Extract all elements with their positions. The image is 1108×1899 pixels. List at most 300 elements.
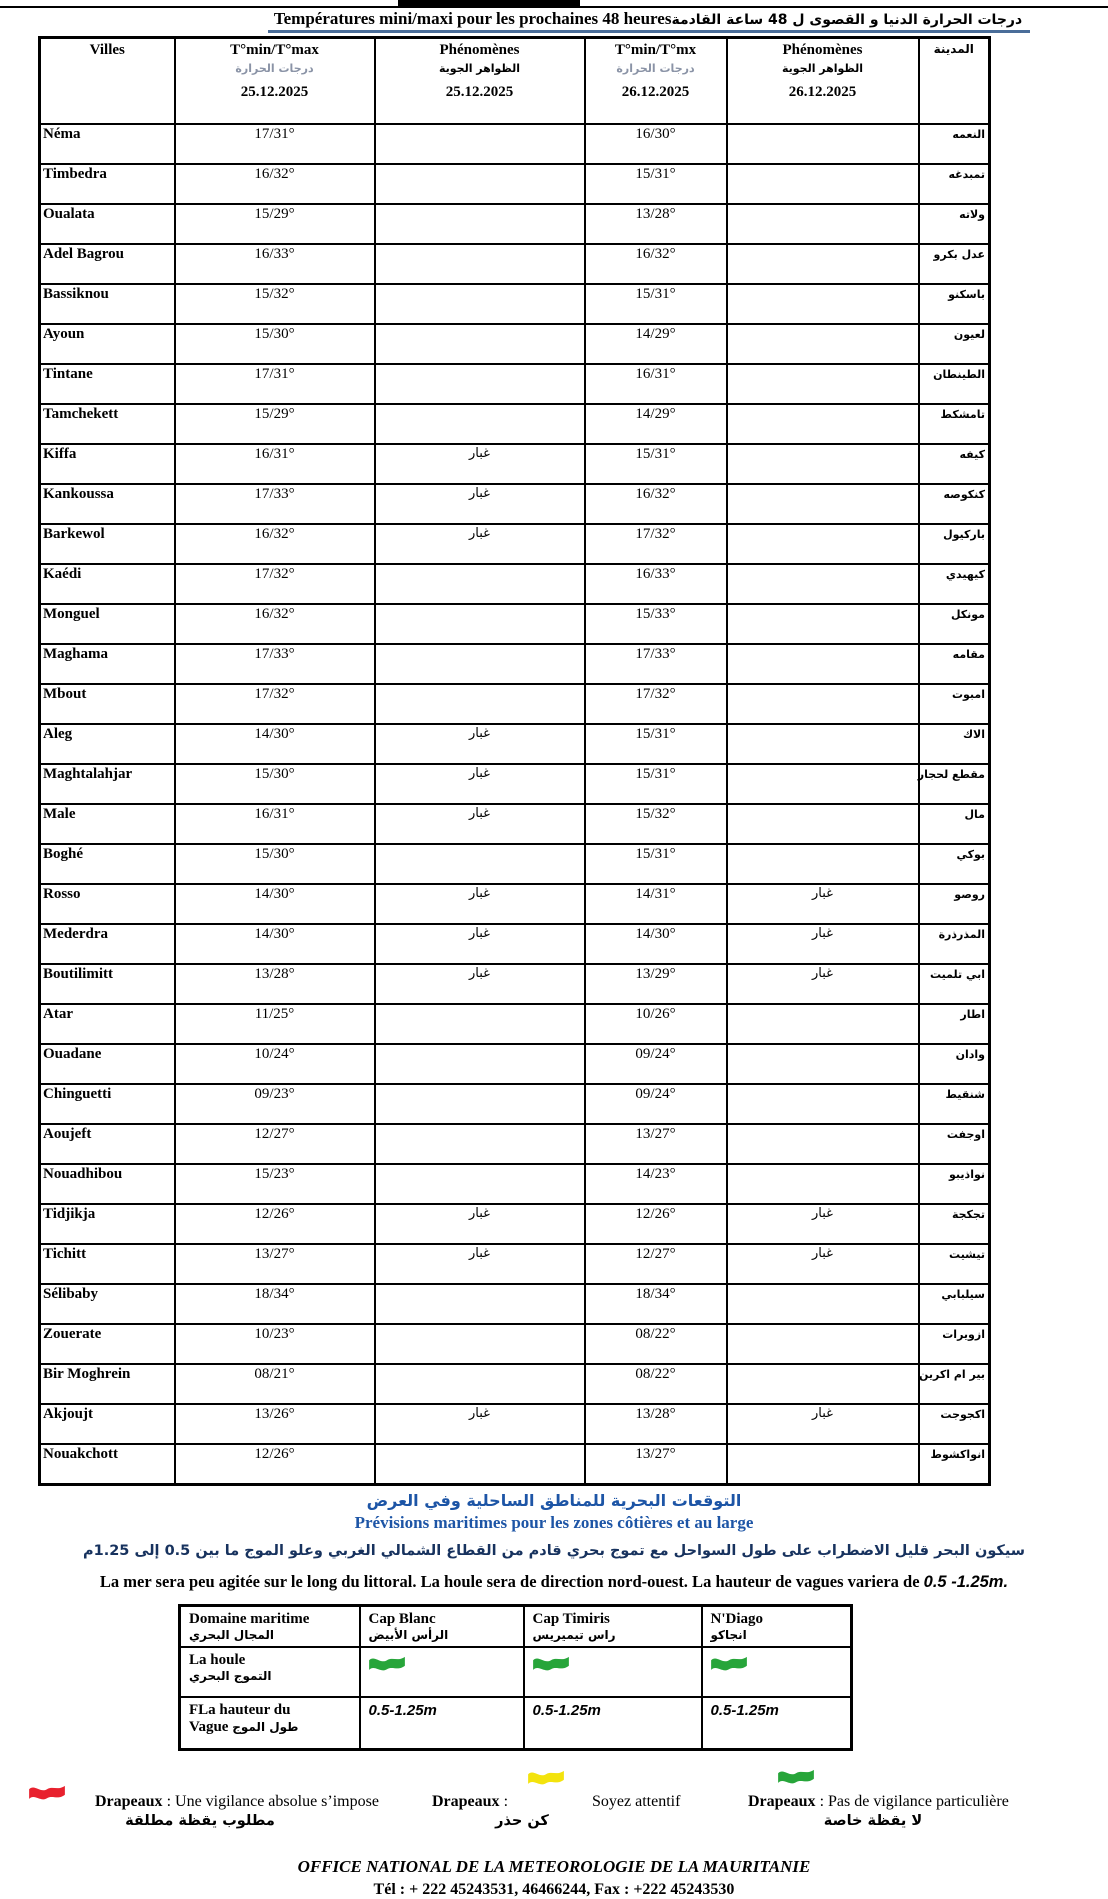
phenomena-25-cell: غبار <box>375 1244 585 1284</box>
footer <box>0 1857 1108 1899</box>
city-name-cell: Mbout <box>40 684 175 724</box>
yellow-flag-icon <box>528 1766 564 1788</box>
phenomena-26-cell <box>727 1324 919 1364</box>
phenomena-26-cell: غبار <box>727 964 919 1004</box>
tmin-tmax-25-cell: 16/33° <box>175 244 375 284</box>
phenomena-26-cell <box>727 1164 919 1204</box>
table-row <box>40 1124 990 1164</box>
green-flag-icon <box>711 1652 747 1674</box>
city-name-ar: سيلبابي <box>941 1288 985 1301</box>
red-flag-icon <box>29 1781 65 1803</box>
table-row <box>40 604 990 644</box>
city-name-ar-cell <box>919 804 990 844</box>
tmin-tmax-25-cell: 17/31° <box>175 124 375 164</box>
legend-text: : Une vigilance absolue s’impose <box>162 1793 379 1810</box>
tmin-tmax-26-cell: 15/31° <box>585 844 727 884</box>
zone-name-ar: راس تيميريس <box>532 1628 616 1642</box>
city-name-cell: Rosso <box>40 884 175 924</box>
col-header-ar: الظواهر الجوية <box>781 62 864 75</box>
city-name-ar-cell <box>919 724 990 764</box>
city-name-ar-cell <box>919 524 990 564</box>
phenomena-25-cell <box>375 324 585 364</box>
city-name-cell: Chinguetti <box>40 1084 175 1124</box>
wave-height-cell <box>360 1697 524 1750</box>
houle-label-cell <box>180 1647 360 1697</box>
maritime-paragraph-fr <box>0 1572 1108 1592</box>
page-title-ar: درجات الحرارة الدنيا و القصوى ل 48 ساعة القادمة <box>671 12 1023 28</box>
city-name-ar-cell <box>919 604 990 644</box>
table-row <box>40 524 990 564</box>
table-row <box>40 404 990 444</box>
city-name-ar-cell <box>919 284 990 324</box>
phenomena-25-cell <box>375 684 585 724</box>
zone-name-fr: Cap Blanc <box>368 1611 436 1627</box>
city-name-cell: Timbedra <box>40 164 175 204</box>
tmin-tmax-26-cell: 10/26° <box>585 1004 727 1044</box>
tmin-tmax-26-cell: 13/28° <box>585 204 727 244</box>
phenomena-26-cell <box>727 324 919 364</box>
phenomena-26-cell <box>727 404 919 444</box>
tmin-tmax-25-cell: 17/32° <box>175 564 375 604</box>
phenomena-26-cell <box>727 1084 919 1124</box>
maritime-paragraph-fr-text: La mer sera peu agitée sur le long du littoral. La houle sera de direction nord-ouest. La hauteur de vagues variera de <box>99 1572 924 1591</box>
city-name-ar-cell <box>919 924 990 964</box>
table-row <box>40 284 990 324</box>
phenomena-25-cell <box>375 564 585 604</box>
page-title-underline <box>268 9 1030 33</box>
city-name-ar: باسكنو <box>948 288 985 301</box>
phenomena-25-cell: غبار <box>375 484 585 524</box>
city-name-ar: عدل بكرو <box>933 248 985 261</box>
tmin-tmax-26-cell: 14/23° <box>585 1164 727 1204</box>
col-header-phenomena-25 <box>375 38 585 125</box>
green-flag-icon <box>369 1652 405 1674</box>
tmin-tmax-25-cell: 16/31° <box>175 444 375 484</box>
tmin-tmax-25-cell: 15/30° <box>175 844 375 884</box>
wave-height-cell <box>702 1697 852 1750</box>
city-name-cell: Bassiknou <box>40 284 175 324</box>
tmin-tmax-26-cell: 08/22° <box>585 1364 727 1404</box>
table-row <box>40 684 990 724</box>
tmin-tmax-26-cell: 13/29° <box>585 964 727 1004</box>
tmin-tmax-26-cell: 08/22° <box>585 1324 727 1364</box>
city-name-ar: تمبدغه <box>948 168 985 181</box>
tmin-tmax-26-cell: 15/31° <box>585 444 727 484</box>
col-header-villes: Villes <box>40 38 175 125</box>
city-name-ar-cell <box>919 124 990 164</box>
city-name-ar: روصو <box>954 888 985 901</box>
maritime-paragraph-fr-value: 0.5 -1.25m. <box>923 1573 1009 1591</box>
city-name-cell: Mederdra <box>40 924 175 964</box>
phenomena-26-cell <box>727 1004 919 1044</box>
city-name-cell: Aoujeft <box>40 1124 175 1164</box>
table-row <box>40 1324 990 1364</box>
city-name-ar-cell <box>919 1324 990 1364</box>
tmin-tmax-26-cell: 16/32° <box>585 484 727 524</box>
phenomena-25-cell <box>375 1324 585 1364</box>
city-name-cell: Male <box>40 804 175 844</box>
wave-height-value: 0.5-1.25m <box>710 1702 779 1719</box>
phenomena-26-cell <box>727 1124 919 1164</box>
tmin-tmax-25-cell: 10/24° <box>175 1044 375 1084</box>
city-name-cell: Kaédi <box>40 564 175 604</box>
maritime-corner-ar: المجال البحري <box>189 1628 275 1642</box>
table-row <box>40 964 990 1004</box>
city-name-ar: اكجوجت <box>940 1408 985 1421</box>
zone-name-fr: N'Diago <box>710 1611 763 1627</box>
tmin-tmax-26-cell: 17/32° <box>585 684 727 724</box>
city-name-cell: Akjoujt <box>40 1404 175 1444</box>
tmin-tmax-25-cell: 10/23° <box>175 1324 375 1364</box>
tmin-tmax-26-cell: 16/31° <box>585 364 727 404</box>
phenomena-26-cell <box>727 524 919 564</box>
city-name-ar-cell <box>919 1044 990 1084</box>
legend-text-ar: لا يقظة خاصة <box>823 1813 923 1829</box>
table-row <box>40 1084 990 1124</box>
tmin-tmax-25-cell: 15/32° <box>175 284 375 324</box>
tmin-tmax-26-cell: 15/32° <box>585 804 727 844</box>
tmin-tmax-25-cell: 09/23° <box>175 1084 375 1124</box>
city-name-ar: ابي تلميت <box>930 968 985 981</box>
phenomena-25-cell: غبار <box>375 804 585 844</box>
col-header-ar: الظواهر الجوية <box>438 62 521 75</box>
tmin-tmax-26-cell: 12/26° <box>585 1204 727 1244</box>
phenomena-25-cell: غبار <box>375 924 585 964</box>
city-name-ar: امبوت <box>951 688 985 701</box>
red-flag <box>29 1781 65 1808</box>
tmin-tmax-25-cell: 13/26° <box>175 1404 375 1444</box>
tmin-tmax-26-cell: 16/33° <box>585 564 727 604</box>
tmin-tmax-25-cell: 17/31° <box>175 364 375 404</box>
city-name-ar: باركيول <box>943 528 985 541</box>
legend-text: : Pas de vigilance particulière <box>815 1793 1009 1810</box>
tmin-tmax-26-cell: 15/31° <box>585 164 727 204</box>
legend-text-after: Soyez attentif <box>592 1793 681 1810</box>
table-row <box>40 1244 990 1284</box>
phenomena-26-cell <box>727 204 919 244</box>
city-name-ar: وادان <box>955 1048 985 1061</box>
city-name-ar: كيهيدي <box>945 568 985 581</box>
phenomena-26-cell <box>727 124 919 164</box>
city-name-cell: Boutilimitt <box>40 964 175 1004</box>
city-name-ar-cell <box>919 1124 990 1164</box>
city-name-cell: Ouadane <box>40 1044 175 1084</box>
phenomena-26-cell: غبار <box>727 1244 919 1284</box>
tmin-tmax-26-cell: 15/33° <box>585 604 727 644</box>
tmin-tmax-25-cell: 18/34° <box>175 1284 375 1324</box>
green-flag-icon <box>533 1652 569 1674</box>
tmin-tmax-25-cell: 12/26° <box>175 1444 375 1485</box>
table-row <box>40 1404 990 1444</box>
city-name-ar-cell <box>919 1164 990 1204</box>
table-row <box>40 1164 990 1204</box>
hauteur-label-ar: طول الموج <box>232 1720 299 1734</box>
phenomena-26-cell: غبار <box>727 924 919 964</box>
temperature-table-header-row <box>40 38 990 125</box>
col-header-date: 26.12.2025 <box>621 84 690 100</box>
table-row <box>40 564 990 604</box>
tmin-tmax-26-cell: 14/29° <box>585 404 727 444</box>
city-name-ar-cell <box>919 364 990 404</box>
city-name-ar: بير ام اكرين <box>919 1368 985 1381</box>
tmin-tmax-26-cell: 13/28° <box>585 1404 727 1444</box>
col-header-tmin-tmax-25 <box>175 38 375 125</box>
phenomena-25-cell <box>375 124 585 164</box>
city-name-cell: Monguel <box>40 604 175 644</box>
green-flag <box>778 1765 814 1792</box>
maritime-paragraph-ar: سيكون البحر قليل الاضطراب على طول السواحل مع تموج بحري قادم من القطاع الشمالي الغربي وعلو الموج ما بين 0.5 إلى 1.25م <box>82 1543 1026 1559</box>
maritime-zone-header <box>524 1606 702 1648</box>
col-header-tmin-tmax-26 <box>585 38 727 125</box>
tmin-tmax-25-cell: 08/21° <box>175 1364 375 1404</box>
phenomena-25-cell <box>375 204 585 244</box>
phenomena-25-cell <box>375 1044 585 1084</box>
tmin-tmax-26-cell: 13/27° <box>585 1444 727 1485</box>
col-header-date: 26.12.2025 <box>788 84 857 100</box>
city-name-ar-cell <box>919 1444 990 1485</box>
tmin-tmax-26-cell: 17/32° <box>585 524 727 564</box>
phenomena-26-cell <box>727 1044 919 1084</box>
col-header-fr: Phénomènes <box>439 42 520 58</box>
city-name-cell: Kankoussa <box>40 484 175 524</box>
maritime-hauteur-row <box>180 1697 852 1750</box>
phenomena-25-cell <box>375 404 585 444</box>
city-name-ar: الاك <box>962 728 985 741</box>
maritime-houle-row <box>180 1647 852 1697</box>
city-name-cell: Ayoun <box>40 324 175 364</box>
phenomena-26-cell <box>727 484 919 524</box>
tmin-tmax-25-cell: 13/28° <box>175 964 375 1004</box>
city-name-ar: ازويرات <box>942 1328 985 1341</box>
phenomena-26-cell <box>727 364 919 404</box>
col-header-date: 25.12.2025 <box>445 84 514 100</box>
legend-item-green <box>748 1793 1009 1829</box>
city-name-cell: Tamchekett <box>40 404 175 444</box>
city-name-ar-cell <box>919 1004 990 1044</box>
phenomena-26-cell: غبار <box>727 884 919 924</box>
table-row <box>40 444 990 484</box>
city-name-cell: Adel Bagrou <box>40 244 175 284</box>
table-row <box>40 1444 990 1485</box>
table-row <box>40 1044 990 1084</box>
phenomena-26-cell <box>727 724 919 764</box>
houle-flag-cell <box>702 1647 852 1697</box>
page-title-fr: Températures mini/maxi pour les prochaines 48 heures <box>273 9 672 28</box>
city-name-ar: اطار <box>960 1008 985 1021</box>
tmin-tmax-25-cell: 15/29° <box>175 204 375 244</box>
city-name-cell: Maghama <box>40 644 175 684</box>
houle-flag-cell <box>360 1647 524 1697</box>
table-row <box>40 204 990 244</box>
city-name-ar: مال <box>964 808 985 821</box>
wave-height-value: 0.5-1.25m <box>368 1702 437 1719</box>
col-header-ar: درجات الحرارة <box>616 62 695 75</box>
phenomena-25-cell <box>375 1164 585 1204</box>
city-name-cell: Zouerate <box>40 1324 175 1364</box>
city-name-ar-cell <box>919 444 990 484</box>
phenomena-25-cell <box>375 1444 585 1485</box>
city-name-ar-cell <box>919 1404 990 1444</box>
phenomena-25-cell: غبار <box>375 884 585 924</box>
col-header-phenomena-26 <box>727 38 919 125</box>
maritime-heading-fr: Prévisions maritimes pour les zones côtières et au large <box>354 1513 754 1532</box>
phenomena-25-cell <box>375 364 585 404</box>
city-name-cell: Tichitt <box>40 1244 175 1284</box>
table-row <box>40 1364 990 1404</box>
city-name-cell: Nouakchott <box>40 1444 175 1485</box>
zone-name-fr: Cap Timiris <box>532 1611 610 1627</box>
phenomena-26-cell <box>727 444 919 484</box>
table-row <box>40 324 990 364</box>
city-name-ar-cell <box>919 1204 990 1244</box>
temperature-table-body <box>40 124 990 1485</box>
tmin-tmax-25-cell: 15/30° <box>175 764 375 804</box>
legend-item-red <box>95 1793 379 1829</box>
table-row <box>40 164 990 204</box>
city-name-cell: Atar <box>40 1004 175 1044</box>
city-name-ar: تامشكط <box>940 408 985 421</box>
col-header-fr: T°min/T°max <box>230 42 319 58</box>
tmin-tmax-26-cell: 09/24° <box>585 1044 727 1084</box>
wave-height-cell <box>524 1697 702 1750</box>
legend-text: : <box>499 1793 509 1810</box>
tmin-tmax-25-cell: 16/31° <box>175 804 375 844</box>
houle-flag-cell <box>524 1647 702 1697</box>
phenomena-26-cell <box>727 1364 919 1404</box>
city-name-ar-cell <box>919 404 990 444</box>
phenomena-26-cell: غبار <box>727 1204 919 1244</box>
col-header-city-ar: المدينة <box>919 38 990 125</box>
phenomena-26-cell <box>727 244 919 284</box>
tmin-tmax-26-cell: 09/24° <box>585 1084 727 1124</box>
col-header-date: 25.12.2025 <box>240 84 309 100</box>
maritime-heading-ar: التوقعات البحرية للمناطق الساحلية وفي العرض <box>366 1491 742 1510</box>
tmin-tmax-26-cell: 15/31° <box>585 284 727 324</box>
tmin-tmax-26-cell: 17/33° <box>585 644 727 684</box>
tmin-tmax-25-cell: 15/30° <box>175 324 375 364</box>
tmin-tmax-26-cell: 14/31° <box>585 884 727 924</box>
phenomena-26-cell <box>727 1284 919 1324</box>
phenomena-25-cell <box>375 244 585 284</box>
maritime-corner-fr: Domaine maritime <box>189 1611 310 1627</box>
phenomena-26-cell <box>727 564 919 604</box>
phenomena-25-cell: غبار <box>375 524 585 564</box>
legend-label: Drapeaux <box>95 1793 163 1810</box>
tmin-tmax-25-cell: 16/32° <box>175 164 375 204</box>
phenomena-25-cell <box>375 1004 585 1044</box>
phenomena-26-cell <box>727 684 919 724</box>
city-name-ar: الطينطان <box>933 368 985 381</box>
maritime-table <box>178 1604 853 1751</box>
tmin-tmax-26-cell: 12/27° <box>585 1244 727 1284</box>
city-name-ar-cell <box>919 244 990 284</box>
phenomena-25-cell <box>375 644 585 684</box>
city-name-ar-cell <box>919 964 990 1004</box>
city-name-ar: المذرذرة <box>938 928 985 941</box>
legend-item-yellow <box>432 1793 680 1829</box>
table-row <box>40 1284 990 1324</box>
city-name-ar: بوكي <box>956 848 985 861</box>
city-name-ar-cell <box>919 644 990 684</box>
table-row <box>40 764 990 804</box>
table-row <box>40 124 990 164</box>
phenomena-25-cell: غبار <box>375 1404 585 1444</box>
city-name-cell: Sélibaby <box>40 1284 175 1324</box>
phenomena-26-cell <box>727 804 919 844</box>
phenomena-25-cell <box>375 1364 585 1404</box>
houle-label-ar: التموج البحري <box>189 1669 272 1683</box>
city-name-ar-cell <box>919 324 990 364</box>
city-name-ar-cell <box>919 1364 990 1404</box>
houle-label-fr: La houle <box>189 1652 246 1668</box>
city-name-ar: لعيون <box>953 328 985 341</box>
tmin-tmax-26-cell: 15/31° <box>585 764 727 804</box>
footer-office-name: OFFICE NATIONAL DE LA METEOROLOGIE DE LA MAURITANIE <box>297 1857 811 1876</box>
legend-text-ar: كن حذر <box>495 1813 549 1829</box>
city-name-ar: تجكجة <box>951 1208 985 1221</box>
tmin-tmax-25-cell: 17/33° <box>175 484 375 524</box>
city-name-ar-cell <box>919 564 990 604</box>
hauteur-label-fr2 <box>189 1719 351 1736</box>
city-name-ar: مقامه <box>952 648 985 661</box>
city-name-ar-cell <box>919 1284 990 1324</box>
tmin-tmax-25-cell: 15/23° <box>175 1164 375 1204</box>
phenomena-25-cell: غبار <box>375 724 585 764</box>
hauteur-label-fr1: FLa hauteur du <box>189 1702 291 1718</box>
city-name-ar: انواكشوط <box>930 1448 985 1461</box>
tmin-tmax-25-cell: 14/30° <box>175 724 375 764</box>
city-name-cell: Boghé <box>40 844 175 884</box>
phenomena-25-cell <box>375 284 585 324</box>
tmin-tmax-26-cell: 16/30° <box>585 124 727 164</box>
phenomena-26-cell <box>727 844 919 884</box>
city-name-ar-cell <box>919 844 990 884</box>
phenomena-26-cell <box>727 1444 919 1485</box>
city-name-ar: النعمه <box>952 128 985 141</box>
hauteur-label-fr2-text: Vague <box>189 1719 229 1735</box>
city-name-cell: Néma <box>40 124 175 164</box>
city-name-ar: تيشيت <box>949 1248 985 1261</box>
table-row <box>40 1204 990 1244</box>
city-name-cell: Barkewol <box>40 524 175 564</box>
temperature-table <box>38 36 991 1486</box>
tmin-tmax-26-cell: 13/27° <box>585 1124 727 1164</box>
phenomena-25-cell <box>375 164 585 204</box>
legend-label: Drapeaux <box>432 1793 500 1810</box>
city-name-ar: نواذيبو <box>949 1168 985 1181</box>
zone-name-ar: انجاكو <box>710 1628 747 1642</box>
city-name-ar: كيفه <box>959 448 985 461</box>
tmin-tmax-25-cell: 13/27° <box>175 1244 375 1284</box>
top-rule-thick-segment <box>398 0 580 7</box>
col-header-fr: Phénomènes <box>782 42 863 58</box>
table-row <box>40 884 990 924</box>
table-row <box>40 844 990 884</box>
city-name-cell: Tintane <box>40 364 175 404</box>
col-header-fr: T°min/T°mx <box>614 42 697 58</box>
legend-text-ar: مطلوب يقظة مطلقة <box>125 1813 275 1829</box>
hauteur-label-cell <box>180 1697 360 1750</box>
phenomena-26-cell <box>727 764 919 804</box>
city-name-ar-cell <box>919 764 990 804</box>
city-name-ar: كنكوصه <box>943 488 985 501</box>
tmin-tmax-25-cell: 16/32° <box>175 524 375 564</box>
city-name-cell: Bir Moghrein <box>40 1364 175 1404</box>
phenomena-25-cell: غبار <box>375 1204 585 1244</box>
city-name-ar-cell <box>919 1084 990 1124</box>
tmin-tmax-26-cell: 15/31° <box>585 724 727 764</box>
city-name-ar-cell <box>919 484 990 524</box>
